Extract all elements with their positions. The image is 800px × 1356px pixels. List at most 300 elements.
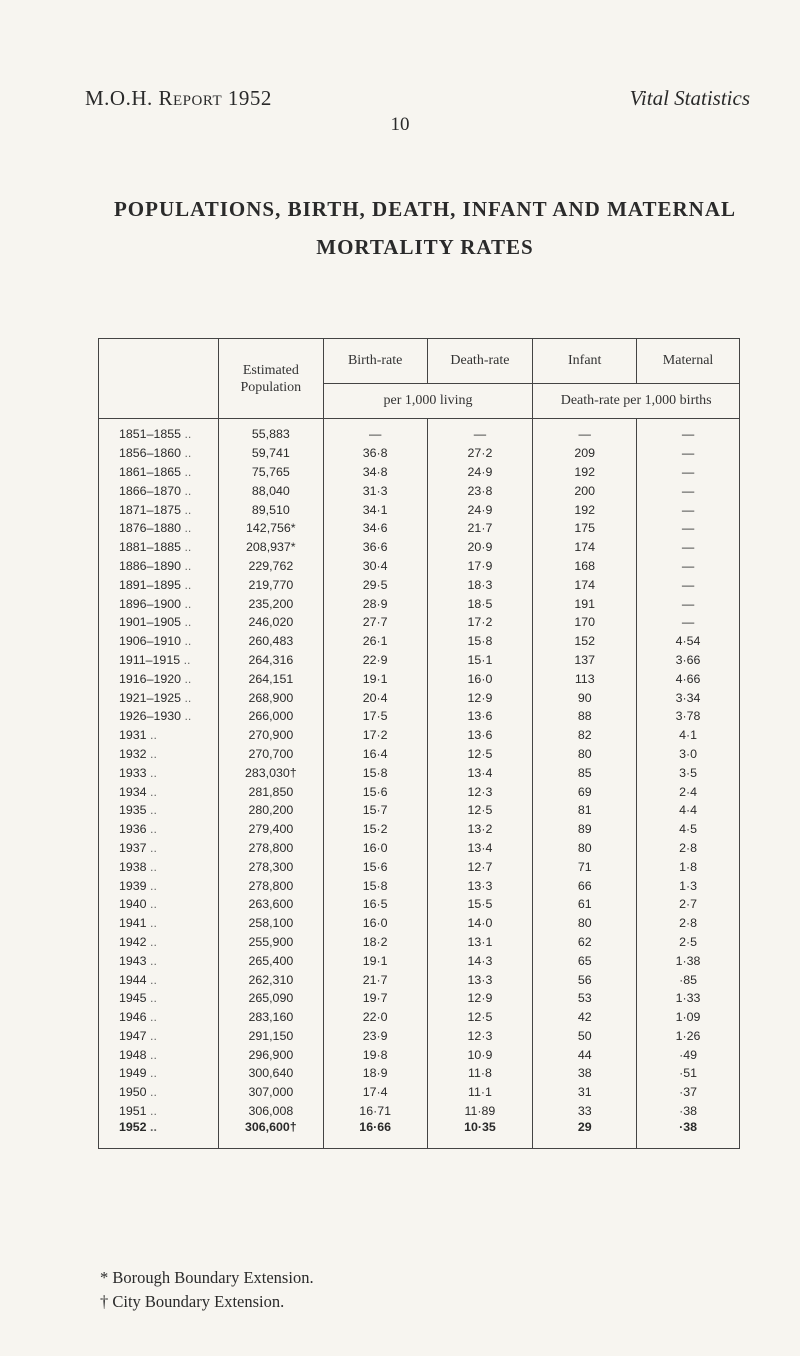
- death-rate-cell: 15·5: [427, 895, 533, 914]
- table-row: [99, 801, 740, 820]
- period-label: 1949: [119, 1066, 147, 1081]
- period-cell: [99, 876, 219, 895]
- infant-rate-cell: 89: [533, 820, 637, 839]
- leader-dots: ..: [150, 934, 157, 949]
- table-row: [99, 688, 740, 707]
- leader-dots: ..: [150, 859, 157, 874]
- maternal-rate-cell: 2·5: [637, 933, 740, 952]
- death-rate-cell: 11·1: [427, 1083, 533, 1102]
- birth-rate-cell: 16·0: [323, 914, 427, 933]
- table-row: [99, 989, 740, 1008]
- infant-rate-cell: 85: [533, 763, 637, 782]
- leader-dots: ..: [150, 1120, 157, 1135]
- death-rate-cell: 13·4: [427, 839, 533, 858]
- period-cell: [99, 989, 219, 1008]
- leader-dots: ..: [184, 502, 192, 517]
- birth-rate-cell: 31·3: [323, 481, 427, 500]
- population-cell: 89,510: [218, 500, 323, 519]
- period-cell: [99, 726, 219, 745]
- period-cell: [99, 651, 219, 670]
- maternal-rate-cell: 1·3: [637, 876, 740, 895]
- period-label: 1906–1910: [119, 634, 182, 649]
- period-cell: [99, 500, 219, 519]
- period-label: 1856–1860: [119, 446, 182, 461]
- period-cell: [99, 594, 219, 613]
- leader-dots: ..: [184, 558, 192, 573]
- leader-dots: ..: [184, 521, 192, 536]
- birth-rate-cell: 19·1: [323, 669, 427, 688]
- population-cell: 265,400: [218, 951, 323, 970]
- birth-rate-cell: 16·66: [323, 1120, 427, 1149]
- death-rate-cell: 13·2: [427, 820, 533, 839]
- infant-rate-cell: 33: [533, 1102, 637, 1121]
- leader-dots: ..: [183, 652, 191, 667]
- infant-rate-cell: 88: [533, 707, 637, 726]
- period-label: 1933: [119, 765, 147, 780]
- death-rate-cell: 12·5: [427, 1008, 533, 1027]
- period-label: 1886–1890: [119, 558, 182, 573]
- infant-rate-cell: 50: [533, 1027, 637, 1046]
- period-cell: [99, 895, 219, 914]
- table-row: [99, 419, 740, 444]
- population-cell: 280,200: [218, 801, 323, 820]
- period-cell: [99, 857, 219, 876]
- table-row: [99, 1045, 740, 1064]
- birth-rate-cell: 36·8: [323, 444, 427, 463]
- population-cell: 283,160: [218, 1008, 323, 1027]
- period-label: 1866–1870: [119, 483, 182, 498]
- death-rate-cell: 13·6: [427, 726, 533, 745]
- death-rate-cell: —: [427, 419, 533, 444]
- population-cell: 55,883: [218, 419, 323, 444]
- death-rate-cell: 14·3: [427, 951, 533, 970]
- population-cell: 264,151: [218, 669, 323, 688]
- leader-dots: ..: [150, 1047, 157, 1062]
- death-rate-cell: 24·9: [427, 500, 533, 519]
- population-cell: 268,900: [218, 688, 323, 707]
- leader-dots: ..: [184, 464, 192, 479]
- period-label: 1951: [119, 1104, 147, 1119]
- population-cell: 235,200: [218, 594, 323, 613]
- death-rate-cell: 11·8: [427, 1064, 533, 1083]
- period-label: 1952: [119, 1120, 147, 1135]
- maternal-rate-cell: 3·34: [637, 688, 740, 707]
- period-label: 1881–1885: [119, 540, 182, 555]
- leader-dots: ..: [184, 615, 192, 630]
- infant-rate-cell: 71: [533, 857, 637, 876]
- population-cell: 263,600: [218, 895, 323, 914]
- footnote-borough: * Borough Boundary Extension.: [100, 1268, 314, 1287]
- table-row: [99, 632, 740, 651]
- period-label: 1947: [119, 1028, 147, 1043]
- leader-dots: ..: [184, 671, 192, 686]
- infant-rate-cell: 69: [533, 782, 637, 801]
- period-cell: [99, 914, 219, 933]
- period-label: 1851–1855: [119, 427, 182, 442]
- period-cell: [99, 745, 219, 764]
- period-cell: [99, 707, 219, 726]
- death-rate-cell: 12·3: [427, 782, 533, 801]
- birth-rate-cell: 17·4: [323, 1083, 427, 1102]
- period-label: 1939: [119, 878, 147, 893]
- leader-dots: ..: [150, 840, 157, 855]
- maternal-rate-cell: ·85: [637, 970, 740, 989]
- period-label: 1936: [119, 822, 147, 837]
- maternal-rate-cell: 2·8: [637, 914, 740, 933]
- birth-rate-header: Birth-rate: [323, 339, 427, 384]
- birth-rate-cell: 19·7: [323, 989, 427, 1008]
- period-label: 1891–1895: [119, 577, 182, 592]
- infant-rate-cell: 62: [533, 933, 637, 952]
- report-header: M.O.H. Report 1952: [85, 86, 272, 110]
- period-cell: [99, 1064, 219, 1083]
- table-row: [99, 1083, 740, 1102]
- maternal-rate-cell: —: [637, 575, 740, 594]
- period-cell: [99, 933, 219, 952]
- period-cell: [99, 763, 219, 782]
- death-rate-cell: 10·35: [427, 1120, 533, 1149]
- birth-rate-cell: 19·1: [323, 951, 427, 970]
- maternal-rate-cell: 2·4: [637, 782, 740, 801]
- population-cell: 258,100: [218, 914, 323, 933]
- table-row: [99, 820, 740, 839]
- population-cell: 306,600†: [218, 1120, 323, 1149]
- period-label: 1943: [119, 953, 147, 968]
- population-cell: 260,483: [218, 632, 323, 651]
- leader-dots: ..: [184, 709, 192, 724]
- leader-dots: ..: [184, 577, 192, 592]
- death-rate-cell: 17·9: [427, 557, 533, 576]
- period-label: 1940: [119, 897, 147, 912]
- death-rate-cell: 14·0: [427, 914, 533, 933]
- period-cell: [99, 782, 219, 801]
- section-header: Vital Statistics: [629, 86, 750, 110]
- birth-rate-cell: 15·2: [323, 820, 427, 839]
- birth-rate-cell: 17·2: [323, 726, 427, 745]
- period-cell: [99, 970, 219, 989]
- birth-rate-cell: 30·4: [323, 557, 427, 576]
- infant-rate-cell: 66: [533, 876, 637, 895]
- period-label: 1948: [119, 1047, 147, 1062]
- table-row: [99, 1027, 740, 1046]
- birth-rate-cell: 15·8: [323, 876, 427, 895]
- period-cell: [99, 575, 219, 594]
- leader-dots: ..: [150, 1085, 157, 1100]
- death-rate-cell: 13·4: [427, 763, 533, 782]
- period-label: 1950: [119, 1085, 147, 1100]
- leader-dots: ..: [184, 483, 192, 498]
- table-row: [99, 782, 740, 801]
- infant-rate-cell: 44: [533, 1045, 637, 1064]
- maternal-rate-cell: 4·5: [637, 820, 740, 839]
- period-label: 1941: [119, 916, 147, 931]
- death-rate-cell: 12·9: [427, 688, 533, 707]
- infant-rate-cell: 81: [533, 801, 637, 820]
- vital-statistics-table: [98, 338, 740, 1149]
- table-row: [99, 519, 740, 538]
- birth-rate-cell: 34·1: [323, 500, 427, 519]
- period-label: 1944: [119, 972, 147, 987]
- death-rate-cell: 13·1: [427, 933, 533, 952]
- maternal-rate-cell: —: [637, 613, 740, 632]
- birth-rate-cell: 28·9: [323, 594, 427, 613]
- infant-rate-cell: 80: [533, 839, 637, 858]
- infant-rate-cell: 192: [533, 500, 637, 519]
- period-label: 1945: [119, 991, 147, 1006]
- maternal-rate-cell: 4·4: [637, 801, 740, 820]
- maternal-rate-cell: —: [637, 519, 740, 538]
- leader-dots: ..: [150, 728, 157, 743]
- period-label: 1938: [119, 859, 147, 874]
- population-cell: 278,800: [218, 876, 323, 895]
- population-cell: 279,400: [218, 820, 323, 839]
- infant-rate-cell: 170: [533, 613, 637, 632]
- period-header: [99, 339, 219, 419]
- period-cell: [99, 557, 219, 576]
- infant-rate-cell: 29: [533, 1120, 637, 1149]
- death-rate-cell: 13·3: [427, 970, 533, 989]
- page-title: [60, 190, 790, 266]
- infant-rate-cell: 38: [533, 1064, 637, 1083]
- infant-header: Infant: [533, 339, 637, 384]
- population-cell: 278,800: [218, 839, 323, 858]
- birth-rate-cell: 20·4: [323, 688, 427, 707]
- population-cell: 219,770: [218, 575, 323, 594]
- infant-rate-cell: 61: [533, 895, 637, 914]
- infant-rate-cell: 53: [533, 989, 637, 1008]
- birth-rate-cell: 23·9: [323, 1027, 427, 1046]
- death-rate-cell: 18·3: [427, 575, 533, 594]
- leader-dots: ..: [150, 991, 157, 1006]
- birth-rate-cell: 15·7: [323, 801, 427, 820]
- infant-rate-cell: 31: [533, 1083, 637, 1102]
- population-cell: 262,310: [218, 970, 323, 989]
- infant-rate-cell: 82: [533, 726, 637, 745]
- population-cell: 266,000: [218, 707, 323, 726]
- period-cell: [99, 1027, 219, 1046]
- infant-rate-cell: 113: [533, 669, 637, 688]
- period-cell: [99, 419, 219, 444]
- table-row: [99, 876, 740, 895]
- birth-rate-cell: 15·8: [323, 763, 427, 782]
- population-cell: 246,020: [218, 613, 323, 632]
- leader-dots: ..: [150, 953, 157, 968]
- per-living-header: per 1,000 living: [323, 384, 533, 419]
- table-row: [99, 1102, 740, 1121]
- death-rate-cell: 16·0: [427, 669, 533, 688]
- death-rate-header: Death-rate: [427, 339, 533, 384]
- table-row: [99, 1064, 740, 1083]
- table-row: [99, 933, 740, 952]
- maternal-rate-cell: 4·54: [637, 632, 740, 651]
- period-cell: [99, 1120, 219, 1149]
- table-row: [99, 500, 740, 519]
- table-row: [99, 1120, 740, 1149]
- period-cell: [99, 820, 219, 839]
- period-label: 1901–1905: [119, 615, 182, 630]
- period-cell: [99, 538, 219, 557]
- table-row: [99, 839, 740, 858]
- maternal-rate-cell: 1·33: [637, 989, 740, 1008]
- table-row: [99, 763, 740, 782]
- infant-rate-cell: 209: [533, 444, 637, 463]
- birth-rate-cell: 22·9: [323, 651, 427, 670]
- maternal-rate-cell: 1·38: [637, 951, 740, 970]
- table-row: [99, 895, 740, 914]
- birth-rate-cell: 36·6: [323, 538, 427, 557]
- period-cell: [99, 613, 219, 632]
- period-cell: [99, 444, 219, 463]
- birth-rate-cell: 16·0: [323, 839, 427, 858]
- table-row: [99, 538, 740, 557]
- period-cell: [99, 801, 219, 820]
- infant-rate-cell: 56: [533, 970, 637, 989]
- table-row: [99, 575, 740, 594]
- maternal-rate-cell: —: [637, 444, 740, 463]
- period-cell: [99, 669, 219, 688]
- period-label: 1937: [119, 840, 147, 855]
- death-rate-cell: 18·5: [427, 594, 533, 613]
- period-label: 1916–1920: [119, 671, 182, 686]
- population-cell: 75,765: [218, 463, 323, 482]
- death-rate-cell: 15·8: [427, 632, 533, 651]
- period-label: 1931: [119, 728, 147, 743]
- leader-dots: ..: [150, 746, 157, 761]
- death-rate-cell: 24·9: [427, 463, 533, 482]
- leader-dots: ..: [150, 972, 157, 987]
- table-row: [99, 463, 740, 482]
- death-rate-cell: 23·8: [427, 481, 533, 500]
- footnote-city: † City Boundary Extension.: [100, 1292, 285, 1311]
- title-line-1: POPULATIONS, BIRTH, DEATH, INFANT AND MATERNAL: [113, 197, 737, 221]
- death-rate-cell: 11·89: [427, 1102, 533, 1121]
- maternal-rate-cell: 2·7: [637, 895, 740, 914]
- title-line-2: MORTALITY RATES: [316, 235, 534, 259]
- period-label: 1876–1880: [119, 521, 182, 536]
- population-cell: 300,640: [218, 1064, 323, 1083]
- maternal-rate-cell: 1·26: [637, 1027, 740, 1046]
- leader-dots: ..: [150, 1066, 157, 1081]
- estimated-population-header: Estimated Population: [218, 339, 323, 419]
- leader-dots: ..: [150, 784, 157, 799]
- birth-rate-cell: 26·1: [323, 632, 427, 651]
- population-cell: 265,090: [218, 989, 323, 1008]
- table-row: [99, 970, 740, 989]
- period-cell: [99, 1045, 219, 1064]
- maternal-rate-cell: ·49: [637, 1045, 740, 1064]
- leader-dots: ..: [150, 1028, 157, 1043]
- table-row: [99, 669, 740, 688]
- maternal-header: Maternal: [637, 339, 740, 384]
- period-label: 1926–1930: [119, 709, 182, 724]
- population-cell: 88,040: [218, 481, 323, 500]
- birth-rate-cell: —: [323, 419, 427, 444]
- death-rate-cell: 27·2: [427, 444, 533, 463]
- infant-rate-cell: 137: [533, 651, 637, 670]
- period-cell: [99, 1008, 219, 1027]
- population-cell: 306,008: [218, 1102, 323, 1121]
- period-cell: [99, 1102, 219, 1121]
- death-rate-cell: 17·2: [427, 613, 533, 632]
- infant-rate-cell: 90: [533, 688, 637, 707]
- population-cell: 291,150: [218, 1027, 323, 1046]
- period-label: 1932: [119, 746, 147, 761]
- infant-rate-cell: 174: [533, 575, 637, 594]
- maternal-rate-cell: —: [637, 481, 740, 500]
- table-row: [99, 651, 740, 670]
- population-cell: 59,741: [218, 444, 323, 463]
- population-cell: 142,756*: [218, 519, 323, 538]
- table-row: [99, 951, 740, 970]
- death-rate-cell: 21·7: [427, 519, 533, 538]
- birth-rate-cell: 22·0: [323, 1008, 427, 1027]
- infant-rate-cell: 191: [533, 594, 637, 613]
- infant-rate-cell: 200: [533, 481, 637, 500]
- table-row: [99, 707, 740, 726]
- infant-rate-cell: 65: [533, 951, 637, 970]
- birth-rate-cell: 16·4: [323, 745, 427, 764]
- period-cell: [99, 519, 219, 538]
- population-cell: 283,030†: [218, 763, 323, 782]
- leader-dots: ..: [184, 634, 192, 649]
- page-number: 10: [390, 114, 410, 135]
- maternal-rate-cell: 3·66: [637, 651, 740, 670]
- leader-dots: ..: [184, 596, 192, 611]
- leader-dots: ..: [150, 822, 157, 837]
- population-cell: 229,762: [218, 557, 323, 576]
- table-row: [99, 444, 740, 463]
- maternal-rate-cell: —: [637, 419, 740, 444]
- footnotes: [100, 1266, 314, 1314]
- maternal-rate-cell: 4·1: [637, 726, 740, 745]
- infant-rate-cell: 175: [533, 519, 637, 538]
- death-rate-cell: 12·9: [427, 989, 533, 1008]
- table-row: [99, 481, 740, 500]
- population-cell: 278,300: [218, 857, 323, 876]
- maternal-rate-cell: —: [637, 538, 740, 557]
- population-cell: 255,900: [218, 933, 323, 952]
- birth-rate-cell: 21·7: [323, 970, 427, 989]
- death-rate-cell: 13·6: [427, 707, 533, 726]
- birth-rate-cell: 19·8: [323, 1045, 427, 1064]
- period-cell: [99, 632, 219, 651]
- per-births-header: Death-rate per 1,000 births: [533, 384, 740, 419]
- birth-rate-cell: 27·7: [323, 613, 427, 632]
- population-cell: 270,700: [218, 745, 323, 764]
- period-cell: [99, 951, 219, 970]
- table-row: [99, 557, 740, 576]
- infant-rate-cell: 168: [533, 557, 637, 576]
- table-row: [99, 613, 740, 632]
- period-cell: [99, 463, 219, 482]
- period-label: 1921–1925: [119, 690, 182, 705]
- period-label: 1942: [119, 934, 147, 949]
- table-row: [99, 726, 740, 745]
- birth-rate-cell: 34·6: [323, 519, 427, 538]
- population-cell: 281,850: [218, 782, 323, 801]
- leader-dots: ..: [150, 765, 157, 780]
- period-label: 1946: [119, 1010, 147, 1025]
- maternal-rate-cell: —: [637, 557, 740, 576]
- maternal-rate-cell: ·51: [637, 1064, 740, 1083]
- death-rate-cell: 12·3: [427, 1027, 533, 1046]
- leader-dots: ..: [150, 1010, 157, 1025]
- leader-dots: ..: [150, 916, 157, 931]
- maternal-rate-cell: 2·8: [637, 839, 740, 858]
- period-label: 1935: [119, 803, 147, 818]
- birth-rate-cell: 16·71: [323, 1102, 427, 1121]
- maternal-rate-cell: —: [637, 463, 740, 482]
